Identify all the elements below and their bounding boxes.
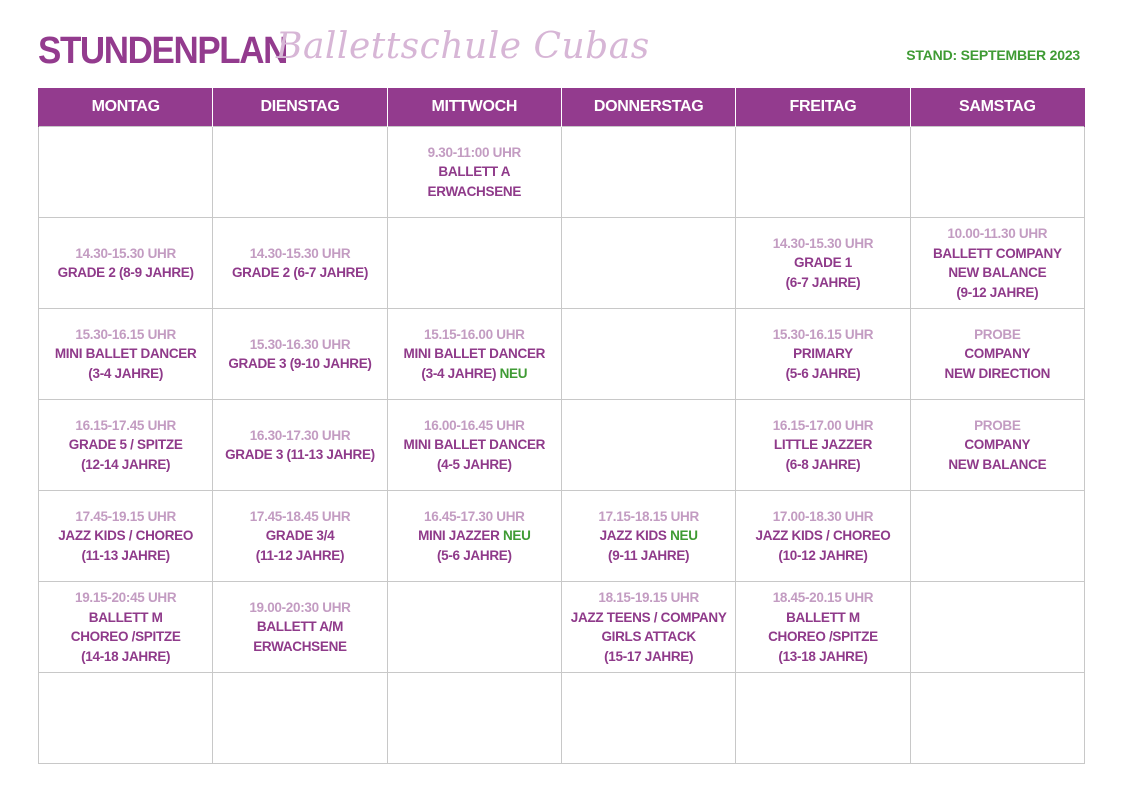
class-detail — [41, 435, 210, 455]
class-detail — [215, 526, 384, 546]
class-detail-text: GRADE 3 (11-13 JAHRE) — [225, 447, 375, 462]
empty-cell — [910, 127, 1084, 218]
time-slot-row — [39, 127, 1085, 218]
class-cell — [561, 491, 735, 582]
new-badge: NEU — [499, 365, 528, 381]
class-detail-text: ERWACHSENE — [427, 183, 522, 199]
class-detail-text: (3-4 JAHRE) — [421, 365, 497, 381]
class-detail — [215, 637, 384, 657]
empty-cell — [39, 673, 213, 764]
class-time: 19.15-20:45 UHR — [75, 590, 177, 605]
class-detail-text: (9-12 JAHRE) — [956, 284, 1039, 300]
class-detail-text: BALLETT M — [88, 609, 163, 625]
class-time: 16.15-17.00 UHR — [772, 417, 874, 433]
empty-cell — [213, 673, 387, 764]
class-detail — [390, 455, 559, 475]
time-slot-row — [39, 218, 1085, 309]
class-time: 14.30-15.30 UHR — [249, 245, 351, 261]
class-detail-text: JAZZ KIDS / CHOREO — [755, 528, 891, 544]
class-time: 14.30-15.30 UHR — [772, 235, 874, 251]
class-detail-text: JAZZ TEENS / COMPANY — [570, 609, 727, 625]
class-cell — [910, 309, 1084, 400]
class-detail-text: NEW BALANCE — [948, 456, 1047, 472]
class-detail-text: (4-5 JAHRE) — [436, 456, 512, 472]
class-detail-text: MINI JAZZER — [418, 528, 500, 544]
class-detail-text: (12-14 JAHRE) — [81, 456, 171, 472]
class-time: 18.15-19.15 UHR — [598, 590, 699, 605]
class-detail — [390, 344, 559, 364]
class-time: 15.30-16.15 UHR — [75, 326, 176, 342]
class-detail — [390, 364, 559, 384]
stand-date: STAND: SEPTEMBER 2023 — [906, 47, 1080, 63]
class-cell — [736, 218, 910, 309]
empty-cell — [561, 127, 735, 218]
class-detail-text: MINI BALLET DANCER — [403, 437, 546, 453]
school-name: Ballettschule Cubas — [276, 26, 650, 67]
class-detail-text: (5-6 JAHRE) — [436, 547, 512, 563]
class-detail — [390, 182, 559, 202]
day-header-donnerstag: DONNERSTAG — [561, 88, 735, 127]
time-slot-row — [39, 582, 1085, 673]
time-slot-row — [39, 673, 1085, 764]
page-header — [38, 28, 1084, 80]
time-slot-row — [39, 400, 1085, 491]
class-detail — [738, 273, 907, 293]
class-cell — [213, 582, 387, 673]
class-detail-text: (10-12 JAHRE) — [778, 547, 868, 563]
class-detail-text: (13-18 JAHRE) — [778, 648, 868, 664]
class-detail — [215, 354, 384, 374]
class-time: 9.30-11:00 UHR — [427, 144, 521, 160]
class-time: 14.30-15.30 UHR — [75, 245, 176, 261]
day-header-montag: MONTAG — [39, 88, 213, 127]
class-detail — [913, 364, 1082, 384]
class-time: 16.00-16.45 UHR — [424, 417, 525, 433]
class-cell — [561, 582, 735, 673]
class-time: 15.30-16.15 UHR — [772, 326, 874, 342]
class-detail — [215, 445, 384, 465]
class-detail — [41, 364, 210, 384]
class-time: 10.00-11.30 UHR — [947, 226, 1048, 241]
page-title: STUNDENPLAN — [38, 30, 287, 72]
class-detail-text: (11-12 JAHRE) — [255, 547, 345, 563]
time-slot-row — [39, 491, 1085, 582]
class-cell — [736, 582, 910, 673]
class-detail-text: NEW DIRECTION — [944, 365, 1051, 381]
class-time: 18.45-20.15 UHR — [772, 590, 874, 605]
class-detail-text: NEW BALANCE — [948, 265, 1047, 280]
class-detail — [738, 455, 907, 475]
class-detail-text: (15-17 JAHRE) — [604, 648, 694, 664]
class-detail — [738, 546, 907, 566]
schedule-body — [39, 127, 1085, 764]
weekday-header-row — [39, 88, 1085, 127]
class-cell — [910, 218, 1084, 309]
class-detail — [41, 526, 210, 546]
class-detail-text: LITTLE JAZZER — [773, 437, 873, 453]
empty-cell — [736, 673, 910, 764]
empty-cell — [910, 582, 1084, 673]
class-detail — [390, 526, 559, 546]
class-detail-text: GRADE 5 / SPITZE — [68, 437, 183, 453]
class-time: 17.00-18.30 UHR — [772, 508, 874, 524]
class-detail — [564, 647, 733, 667]
class-detail — [738, 364, 907, 384]
schedule-table — [38, 88, 1085, 764]
class-detail-text: COMPANY — [964, 346, 1031, 362]
empty-cell — [39, 127, 213, 218]
class-cell — [387, 491, 561, 582]
class-detail-text: BALLETT A — [438, 164, 511, 180]
day-header-freitag: FREITAG — [736, 88, 910, 127]
class-detail — [564, 627, 733, 647]
class-detail-text: (3-4 JAHRE) — [88, 365, 164, 381]
class-cell — [736, 309, 910, 400]
class-time: 15.15-16.00 UHR — [424, 326, 525, 342]
class-cell — [213, 309, 387, 400]
empty-cell — [910, 673, 1084, 764]
empty-cell — [561, 400, 735, 491]
class-detail — [913, 435, 1082, 455]
class-detail — [390, 162, 559, 182]
class-detail-text: MINI BALLET DANCER — [54, 346, 197, 362]
empty-cell — [910, 491, 1084, 582]
empty-cell — [561, 309, 735, 400]
class-time: 16.15-17.45 UHR — [75, 417, 176, 433]
class-detail — [738, 608, 907, 628]
day-header-samstag: SAMSTAG — [910, 88, 1084, 127]
class-time: 17.15-18.15 UHR — [598, 508, 699, 524]
empty-cell — [213, 127, 387, 218]
class-cell — [387, 400, 561, 491]
class-detail-text: BALLETT COMPANY — [932, 245, 1062, 261]
day-header-dienstag: DIENSTAG — [213, 88, 387, 127]
class-detail-text: ERWACHSENE — [253, 638, 347, 654]
class-cell — [213, 400, 387, 491]
class-detail — [390, 546, 559, 566]
class-time: 17.45-18.45 UHR — [249, 508, 351, 524]
class-detail — [215, 546, 384, 566]
class-cell — [39, 309, 213, 400]
class-cell — [736, 400, 910, 491]
class-detail — [913, 263, 1082, 283]
class-time: PROBE — [974, 417, 1021, 433]
class-detail — [215, 263, 384, 283]
class-detail-text: (11-13 JAHRE) — [81, 547, 170, 563]
class-cell — [39, 400, 213, 491]
class-detail — [41, 546, 210, 566]
class-time: 17.45-19.15 UHR — [75, 508, 176, 524]
class-detail — [738, 344, 907, 364]
class-cell — [39, 491, 213, 582]
class-detail — [564, 608, 733, 628]
class-detail-text: PRIMARY — [793, 346, 853, 362]
class-detail-text: GRADE 3/4 — [265, 528, 335, 544]
class-detail — [913, 283, 1082, 303]
class-detail — [564, 546, 733, 566]
class-detail — [41, 344, 210, 364]
class-cell — [213, 491, 387, 582]
class-detail — [738, 627, 907, 647]
time-slot-row — [39, 309, 1085, 400]
class-detail — [41, 263, 210, 283]
class-cell — [910, 400, 1084, 491]
class-detail-text: (5-6 JAHRE) — [785, 365, 861, 381]
empty-cell — [387, 582, 561, 673]
class-time: 15.30-16.30 UHR — [249, 336, 351, 352]
class-detail-text: COMPANY — [964, 437, 1031, 453]
class-cell — [736, 491, 910, 582]
class-detail-text: BALLETT M — [786, 609, 860, 625]
class-time: 16.30-17.30 UHR — [249, 427, 351, 443]
empty-cell — [736, 127, 910, 218]
empty-cell — [387, 673, 561, 764]
class-detail-text: JAZZ KIDS — [599, 528, 667, 544]
class-cell — [213, 218, 387, 309]
class-detail-text: GRADE 2 (8-9 JAHRE) — [57, 265, 194, 280]
class-detail — [738, 435, 907, 455]
class-cell — [39, 218, 213, 309]
class-time: PROBE — [974, 326, 1021, 342]
class-cell — [387, 127, 561, 218]
class-detail-text: MINI BALLET DANCER — [403, 346, 546, 362]
class-detail-text: GRADE 2 (6-7 JAHRE) — [231, 265, 369, 280]
class-detail — [913, 244, 1082, 264]
class-detail — [41, 455, 210, 475]
class-detail-text: GIRLS ATTACK — [601, 629, 696, 644]
class-cell — [387, 309, 561, 400]
class-detail — [738, 253, 907, 273]
empty-cell — [561, 673, 735, 764]
class-detail — [41, 608, 210, 628]
class-detail — [390, 435, 559, 455]
class-detail — [913, 455, 1082, 475]
class-time: 16.45-17.30 UHR — [424, 508, 525, 524]
class-detail-text: JAZZ KIDS / CHOREO — [58, 528, 194, 544]
new-badge: NEU — [502, 528, 531, 544]
class-detail-text: BALLETT A/M — [256, 619, 344, 635]
class-detail — [215, 617, 384, 637]
class-detail-text: (14-18 JAHRE) — [81, 648, 171, 664]
class-detail — [738, 526, 907, 546]
class-detail-text: (6-8 JAHRE) — [785, 456, 861, 472]
class-detail-text: (6-7 JAHRE) — [785, 274, 861, 290]
class-detail — [41, 627, 210, 647]
day-header-mittwoch: MITTWOCH — [387, 88, 561, 127]
class-time: 19.00-20:30 UHR — [249, 599, 351, 615]
class-detail-text: CHOREO /SPITZE — [768, 629, 878, 644]
class-cell — [39, 582, 213, 673]
class-detail-text: CHOREO /SPITZE — [70, 629, 181, 644]
new-badge: NEU — [670, 528, 698, 544]
class-detail-text: (9-11 JAHRE) — [608, 547, 690, 563]
class-detail-text: GRADE 3 (9-10 JAHRE) — [228, 356, 372, 371]
class-detail — [41, 647, 210, 667]
empty-cell — [561, 218, 735, 309]
class-detail-text: GRADE 1 — [794, 255, 852, 271]
class-detail — [738, 647, 907, 667]
class-detail — [913, 344, 1082, 364]
class-detail — [564, 526, 733, 546]
empty-cell — [387, 218, 561, 309]
